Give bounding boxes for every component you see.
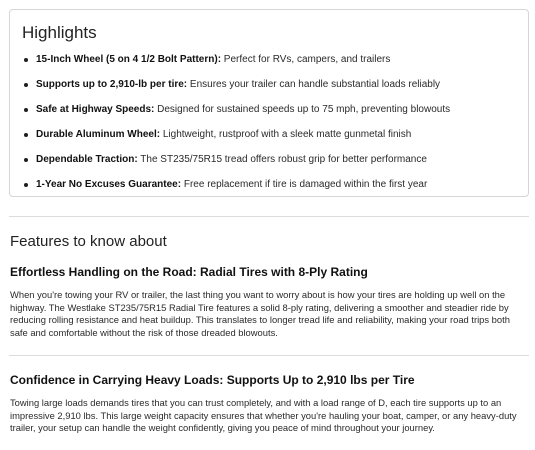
highlight-text: Lightweight, rustproof with a sleek matte gunmetal finish [160,129,412,140]
highlight-label: 15-Inch Wheel (5 on 4 1/2 Bolt Pattern): [36,54,222,65]
highlight-text: Ensures your trailer can handle substantial loads reliably [187,79,441,90]
highlight-item [22,153,516,166]
highlight-label: Safe at Highway Speeds: [36,104,155,115]
bullet-icon [24,158,28,162]
feature-body: When you're towing your RV or trailer, the last thing you want to worry about is how your tires are holding up well on the highway. The Westlake ST235/75R15 Radial Tire features a solid 8-ply rating, delivering a smoother and steadier ride by reducing rolling resistance and heat buildup. This translates to longer tread life and reliability, making your road trips both safe and comfortable without the risk of those dreaded blowouts. [10,289,510,338]
feature-body: Towing large loads demands tires that you can trust completely, and with a load range of D, each tire supports up to an impressive 2,910 lbs. This large weight capacity ensures that whether you're hauling your boat, camper, or any heavy-duty trailer, your setup can handle the weight confidently, giving you peace of mind throughout your journey. [10,397,517,433]
highlights-panel [9,9,529,197]
highlight-item [22,178,516,191]
highlight-item [22,78,516,91]
feature-divider [9,355,529,356]
highlight-text: Perfect for RVs, campers, and trailers [221,54,391,65]
section-divider [9,216,529,217]
highlight-text: The ST235/75R15 tread offers robust grip for better performance [137,154,427,165]
highlight-label: Durable Aluminum Wheel: [36,129,161,140]
feature-heading: Effortless Handling on the Road: Radial Tires with 8-Ply Rating [10,265,368,279]
highlight-item [22,53,516,66]
bullet-icon [24,58,28,62]
bullet-icon [24,133,28,137]
highlights-list [22,53,516,191]
highlight-text: Free replacement if tire is damaged within the first year [181,179,428,190]
bullet-icon [24,108,28,112]
highlight-item [22,103,516,116]
highlight-label: Dependable Traction: [36,154,138,165]
feature-heading: Confidence in Carrying Heavy Loads: Supports Up to 2,910 lbs per Tire [10,373,415,387]
highlight-label: 1-Year No Excuses Guarantee: [36,179,182,190]
highlight-label: Supports up to 2,910-lb per tire: [36,79,188,90]
features-title: Features to know about [10,233,167,250]
bullet-icon [24,83,28,87]
highlight-item [22,128,516,141]
bullet-icon [24,183,28,187]
highlights-title: Highlights [22,23,97,42]
highlight-text: Designed for sustained speeds up to 75 mph, preventing blowouts [154,104,451,115]
